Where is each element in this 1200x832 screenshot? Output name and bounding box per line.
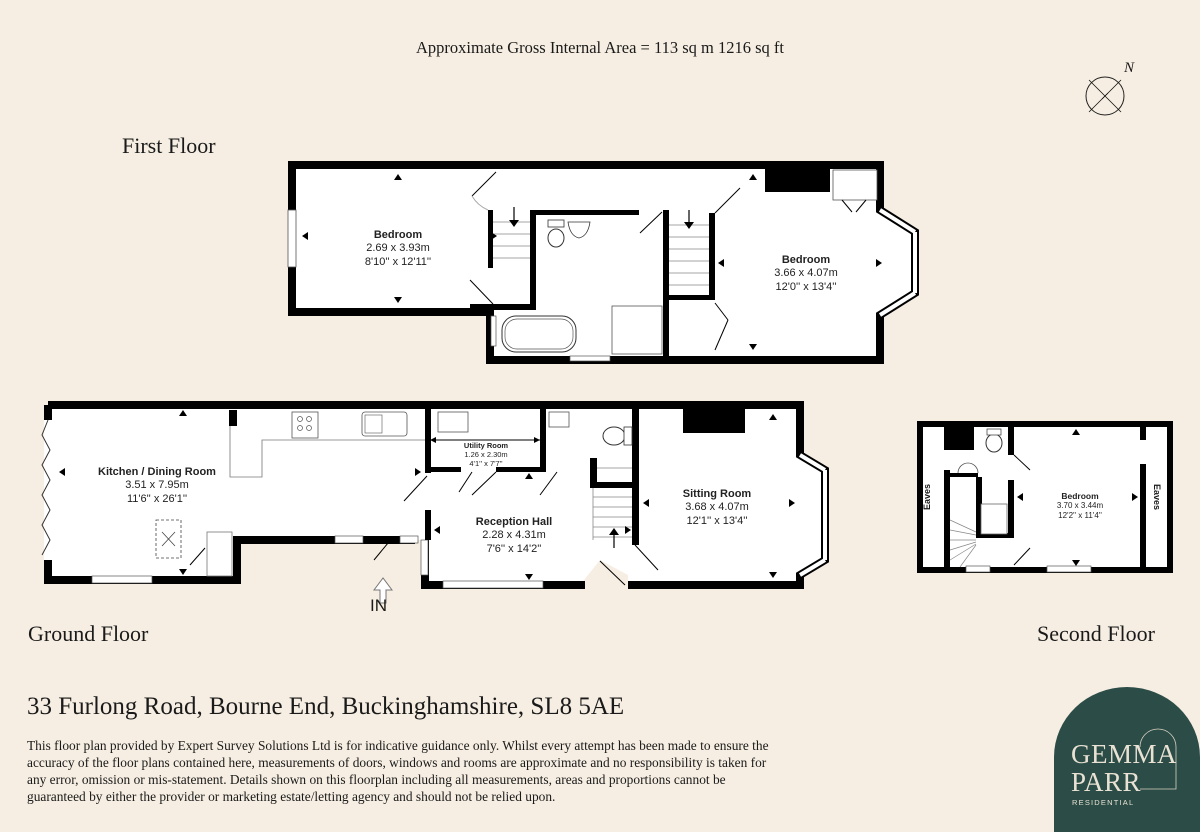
room-imperial: 11'6'' x 26'1''	[126, 493, 188, 505]
entrance-label: IN	[370, 596, 387, 615]
property-address: 33 Furlong Road, Bourne End, Buckinghamshire, SL8 5AE	[27, 693, 625, 720]
disclaimer-text: This floor plan provided by Expert Survey Solutions Ltd is for indicative guidance only. Whilst every attempt has been made to ensure the accuracy of the floor plans contained here, measurements of doors, windows and rooms are approximate and no responsibility is taken for any error, omission or mis-statement. Details shown on this floorplan including all measurements, areas and proportions cannot be guaranteed by either the provider or marketing estate/letting agency and should not be relied upon.	[27, 738, 769, 804]
room-name: Reception Hall	[475, 516, 553, 528]
logo-line-gemma: GEMMA	[1071, 739, 1178, 769]
room-label-kitchen-dining	[72, 466, 242, 506]
room-metric: 3.70 x 3.44m	[1056, 501, 1104, 510]
ground-floor-label: Ground Floor	[28, 621, 149, 646]
eaves-label-left: Eaves	[922, 483, 933, 511]
room-metric: 3.68 x 4.07m	[685, 501, 749, 513]
room-name: Kitchen / Dining Room	[98, 466, 216, 478]
logo-line-parr: PARR	[1071, 767, 1142, 797]
room-metric: 2.69 x 3.93m	[366, 242, 430, 254]
room-imperial: 12'0'' x 13'4''	[775, 281, 837, 293]
room-label-first-bedroom-1	[338, 229, 458, 269]
room-label-utility-room	[446, 441, 526, 468]
room-label-second-bedroom	[1042, 491, 1118, 521]
room-label-sitting-room	[662, 488, 772, 528]
room-name: Utility Room	[463, 441, 509, 450]
room-name: Bedroom	[373, 229, 423, 241]
room-metric: 2.28 x 4.31m	[482, 529, 546, 541]
room-imperial: 8'10'' x 12'11''	[364, 256, 432, 268]
room-imperial: 12'1'' x 13'4''	[686, 515, 748, 527]
room-metric: 1.26 x 2.30m	[464, 450, 508, 459]
room-imperial: 4'1'' x 7'7''	[469, 459, 503, 468]
room-label-reception-hall	[459, 516, 569, 556]
eaves-label-right: Eaves	[1152, 483, 1163, 511]
logo-line-residential: RESIDENTIAL	[1072, 798, 1135, 807]
room-metric: 3.66 x 4.07m	[774, 267, 838, 279]
room-label-first-bedroom-2	[746, 254, 866, 294]
first-floor-label: First Floor	[122, 133, 216, 158]
compass-north-label: N	[1124, 60, 1135, 76]
room-name: Bedroom	[1061, 491, 1099, 501]
room-name: Sitting Room	[682, 488, 752, 500]
gross-internal-area-title: Approximate Gross Internal Area = 113 sq m 1216 sq ft	[416, 38, 784, 57]
second-floor-label: Second Floor	[1037, 621, 1155, 646]
room-name: Bedroom	[781, 254, 831, 266]
room-imperial: 7'6'' x 14'2''	[486, 543, 542, 555]
gemma-parr-logo	[1054, 687, 1200, 832]
room-metric: 3.51 x 7.95m	[125, 479, 189, 491]
room-imperial: 12'2'' x 11'4''	[1058, 511, 1102, 520]
